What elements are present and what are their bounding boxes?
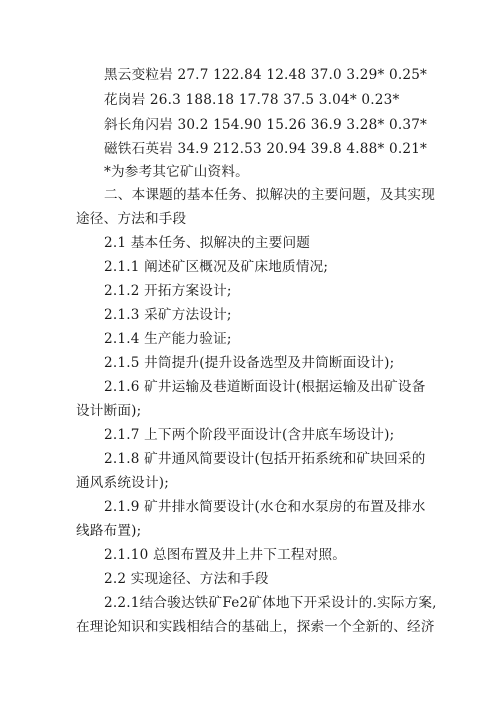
item-2-1-6-line2: 设计断面);: [76, 403, 142, 419]
item-2-1-10: 2.1.10 总图布置及井上井下工程对照。: [104, 547, 347, 563]
item-2-1-5: 2.1.5 井筒提升(提升设备选型及井筒断面设计);: [104, 355, 395, 371]
rock-row-amphibolite: 斜长角闪岩 30.2 154.90 15.26 36.9 3.28* 0.37*: [104, 117, 428, 133]
rock-row-granite: 花岗岩 26.3 188.18 17.78 37.5 3.04* 0.23*: [104, 92, 400, 108]
item-2-1-8-line1: 2.1.8 矿井通风简要设计(包括开拓系统和矿块回采的: [104, 451, 426, 467]
section2-heading-line1: 二、本课题的基本任务、拟解决的主要问题，及其实现: [104, 187, 436, 203]
reference-note: *为参考其它矿山资料。: [104, 164, 249, 180]
rock-row-biotite: 黑云变粒岩 27.7 122.84 12.48 37.0 3.29* 0.25*: [104, 67, 428, 83]
paragraph-2-2-1-line2: 在理论知识和实践相结合的基础上，探索一个全新的、经济: [76, 619, 435, 635]
item-2-1-1: 2.1.1 阐述矿区概况及矿床地质情况;: [104, 259, 329, 275]
item-2-1-9-line2: 线路布置);: [76, 523, 142, 539]
item-2-1-6-line1: 2.1.6 矿井运输及巷道断面设计(根据运输及出矿设备: [104, 379, 426, 395]
section2-heading-line2: 途径、方法和手段: [76, 211, 187, 227]
item-2-1-8-line2: 通风系统设计);: [76, 475, 170, 491]
item-2-1-4: 2.1.4 生产能力验证;: [104, 331, 232, 347]
paragraph-2-2-1-line1: 2.2.1结合骏达铁矿Fe2矿体地下开采设计的.实际方案,: [104, 595, 437, 611]
subsection-2-2: 2.2 实现途径、方法和手段: [104, 571, 269, 587]
rock-row-magnetite-quartzite: 磁铁石英岩 34.9 212.53 20.94 39.8 4.88* 0.21*: [104, 141, 428, 157]
subsection-2-1: 2.1 基本任务、拟解决的主要问题: [104, 235, 311, 251]
item-2-1-2: 2.1.2 开拓方案设计;: [104, 283, 232, 299]
item-2-1-9-line1: 2.1.9 矿井排水简要设计(水仓和水泵房的布置及排水: [104, 499, 426, 515]
item-2-1-7: 2.1.7 上下两个阶段平面设计(含井底车场设计);: [104, 427, 395, 443]
item-2-1-3: 2.1.3 采矿方法设计;: [104, 307, 232, 323]
